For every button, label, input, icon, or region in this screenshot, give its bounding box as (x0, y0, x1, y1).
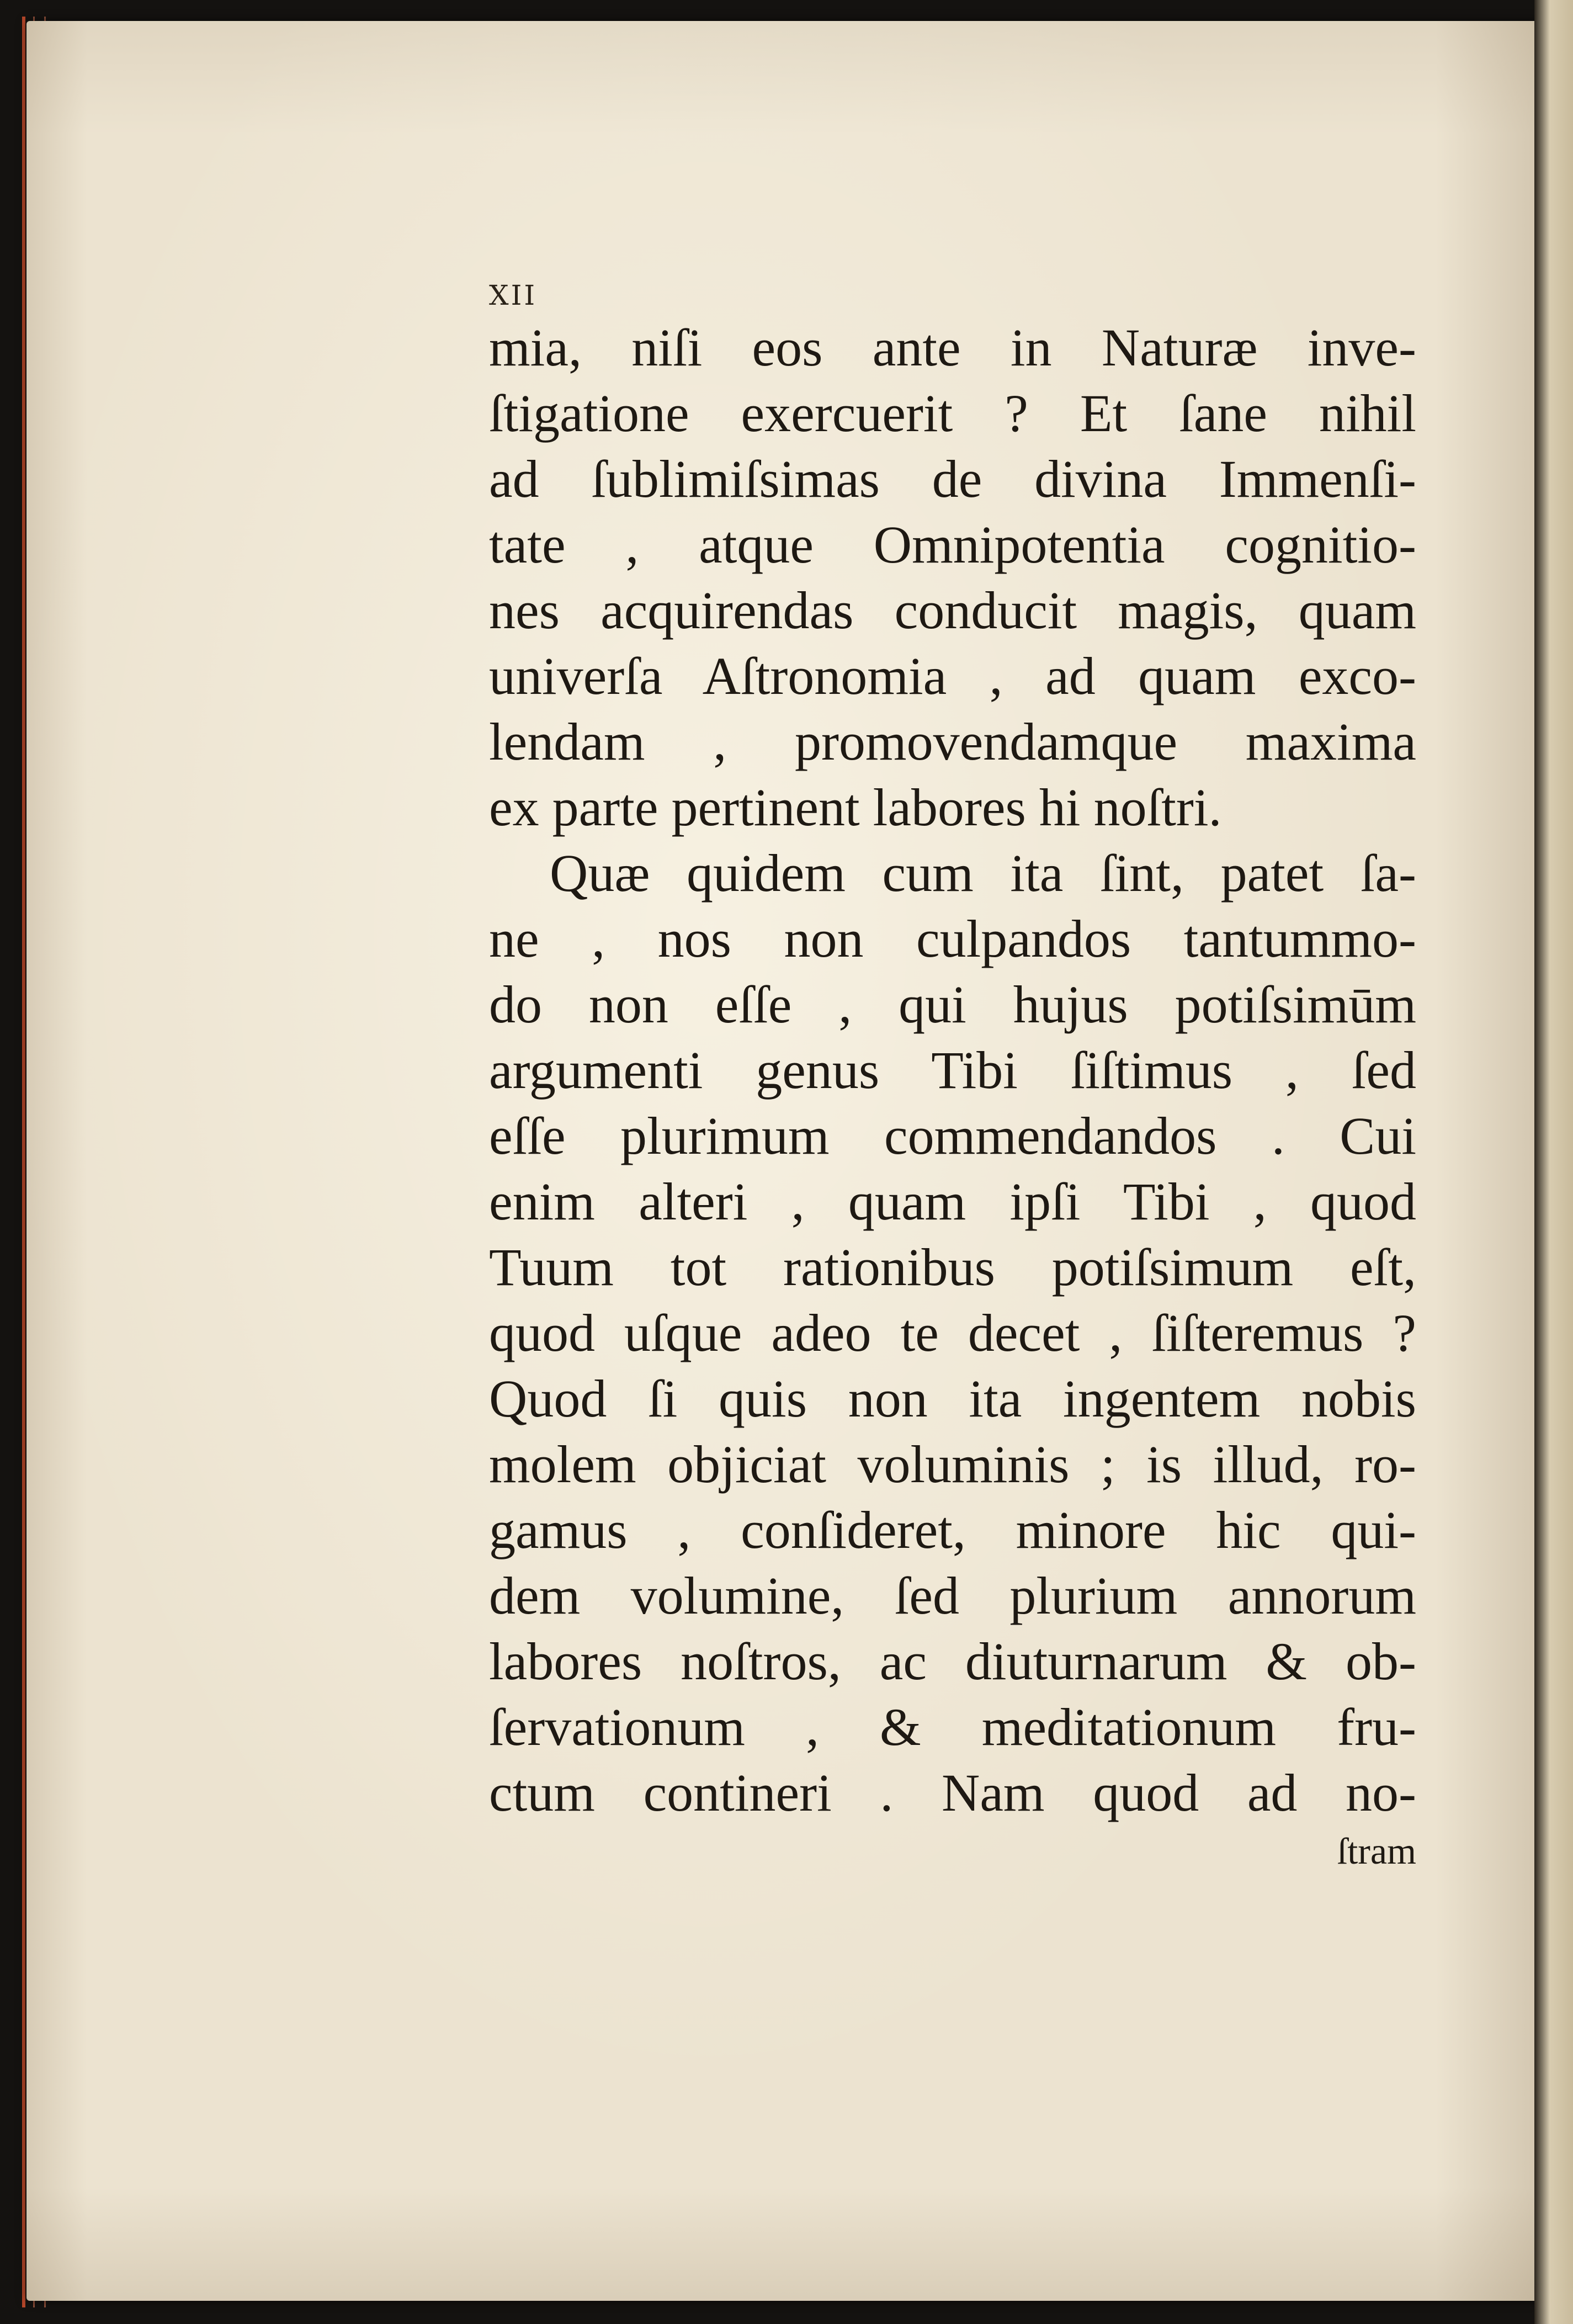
text-line: ſtigatione exercuerit ? Et ſane nihil (489, 384, 1416, 443)
text-line: labores noſtros, ac diuturnarum & ob- (489, 1632, 1416, 1691)
text-line: gamus , conſideret, minore hic qui- (489, 1500, 1416, 1559)
text-line: molem objiciat voluminis ; is illud, ro- (489, 1435, 1416, 1494)
text-line: univerſa Aſtronomia , ad quam exco- (489, 646, 1416, 705)
text-line: mia, niſi eos ante in Naturæ inve- (489, 318, 1416, 377)
text-line: enim alteri , quam ipſi Tibi , quod (489, 1172, 1416, 1231)
text-block (489, 279, 1416, 1873)
text-line: nes acquirendas conducit magis, quam (489, 581, 1416, 640)
book-gutter-edge (1534, 0, 1573, 2324)
text-line: dem volumine, ſed plurium annorum (489, 1566, 1416, 1625)
text-line: ex parte pertinent labores hi noſtri. (489, 778, 1222, 837)
text-line: ſervationum , & meditationum fru- (489, 1697, 1416, 1757)
text-line: ctum contineri . Nam quod ad no- (489, 1763, 1416, 1822)
text-line: argumenti genus Tibi ſiſtimus , ſed (489, 1041, 1416, 1100)
text-line: Quod ſi quis non ita ingentem nobis (489, 1369, 1416, 1428)
page-number: XII (489, 279, 538, 311)
text-line: lendam , promovendamque maxima (489, 712, 1416, 771)
catchword: ſtram (1337, 1830, 1416, 1872)
text-line: tate , atque Omnipotentia cognitio- (489, 515, 1416, 574)
text-line: eſſe plurimum commendandos . Cui (489, 1106, 1416, 1165)
book-page (26, 21, 1542, 2301)
text-line: Tuum tot rationibus potiſsimum eſt, (489, 1238, 1416, 1297)
paragraph-start-line: Quæ quidem cum ita ſint, patet ſa- (550, 843, 1416, 903)
text-line: ne , nos non culpandos tantummo- (489, 909, 1416, 968)
text-line: ad ſublimiſsimas de divina Immenſi- (489, 449, 1416, 508)
text-line: quod uſque adeo te decet , ſiſteremus ? (489, 1303, 1416, 1362)
text-line: do non eſſe , qui hujus potiſsimūm (489, 975, 1416, 1034)
